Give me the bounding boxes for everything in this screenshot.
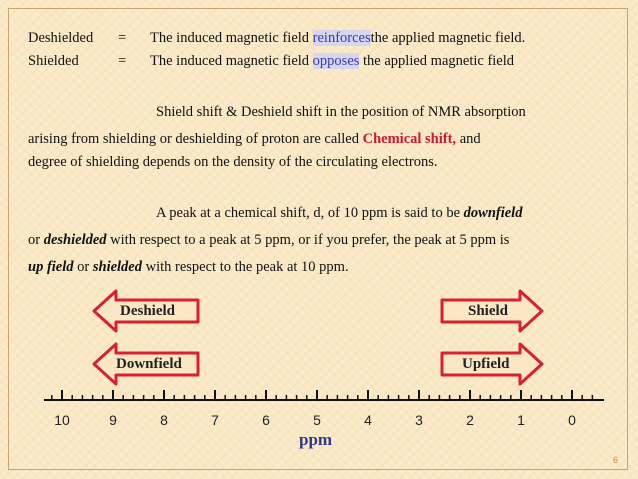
tick-label-3: 3 <box>415 412 423 428</box>
paragraph1-line3: degree of shielding depends on the density of the circulating electrons. <box>28 154 438 170</box>
tick-label-5: 5 <box>313 412 321 428</box>
paragraph2-line2: or deshielded with respect to a peak at 5 ppm, or if you prefer, the peak at 5 ppm is <box>28 232 510 248</box>
tick-label-6: 6 <box>262 412 270 428</box>
page-number: 6 <box>613 455 619 465</box>
keyword-reinforces: reinforces <box>312 30 371 46</box>
paragraph2-line3: up field or shielded with respect to the peak at 10 ppm. <box>28 259 349 275</box>
deshield-arrow <box>92 289 200 333</box>
downfield-label: Downfield <box>116 355 182 372</box>
term-label: Shielded <box>28 53 79 69</box>
tick-label-1: 1 <box>517 412 525 428</box>
tick-label-7: 7 <box>211 412 219 428</box>
downfield-arrow <box>92 342 200 386</box>
tick-label-10: 10 <box>54 412 70 428</box>
keyword-chemical-shift: Chemical shift, <box>362 131 457 147</box>
shield-label: Shield <box>468 302 509 319</box>
keyword-deshielded: deshielded <box>43 232 107 248</box>
tick-label-4: 4 <box>364 412 372 428</box>
equals-sign: = <box>118 30 127 46</box>
keyword-opposes: opposes <box>312 53 360 69</box>
paragraph2-line1: A peak at a chemical shift, d, of 10 ppm is said to be downfield <box>156 205 523 221</box>
term-label: Deshielded <box>28 30 94 46</box>
definition-shielded <box>28 53 514 70</box>
definition-text: The induced magnetic field <box>150 53 313 69</box>
axis-title: ppm <box>299 430 333 449</box>
axis-line-svg <box>44 382 604 412</box>
definition-text: The induced magnetic field <box>150 30 313 46</box>
keyword-downfield: downfield <box>463 205 523 221</box>
tick-label-9: 9 <box>109 412 117 428</box>
definition-deshielded <box>28 30 525 47</box>
deshield-label: Deshield <box>120 302 176 319</box>
paragraph1-line2: arising from shielding or deshielding of proton are called Chemical shift, and <box>28 131 481 147</box>
paragraph1-line1: Shield shift & Deshield shift in the position of NMR absorption <box>156 104 526 120</box>
definition-text: the applied magnetic field <box>359 53 515 69</box>
tick-label-2: 2 <box>466 412 474 428</box>
upfield-arrow <box>440 342 544 386</box>
definition-text: the applied magnetic field. <box>370 30 526 46</box>
shield-arrow <box>440 289 544 333</box>
keyword-shielded: shielded <box>92 259 142 275</box>
upfield-label: Upfield <box>462 355 510 372</box>
tick-label-8: 8 <box>160 412 168 428</box>
keyword-up-field: up field <box>28 259 74 275</box>
tick-label-0: 0 <box>568 412 576 428</box>
equals-sign: = <box>118 53 127 69</box>
